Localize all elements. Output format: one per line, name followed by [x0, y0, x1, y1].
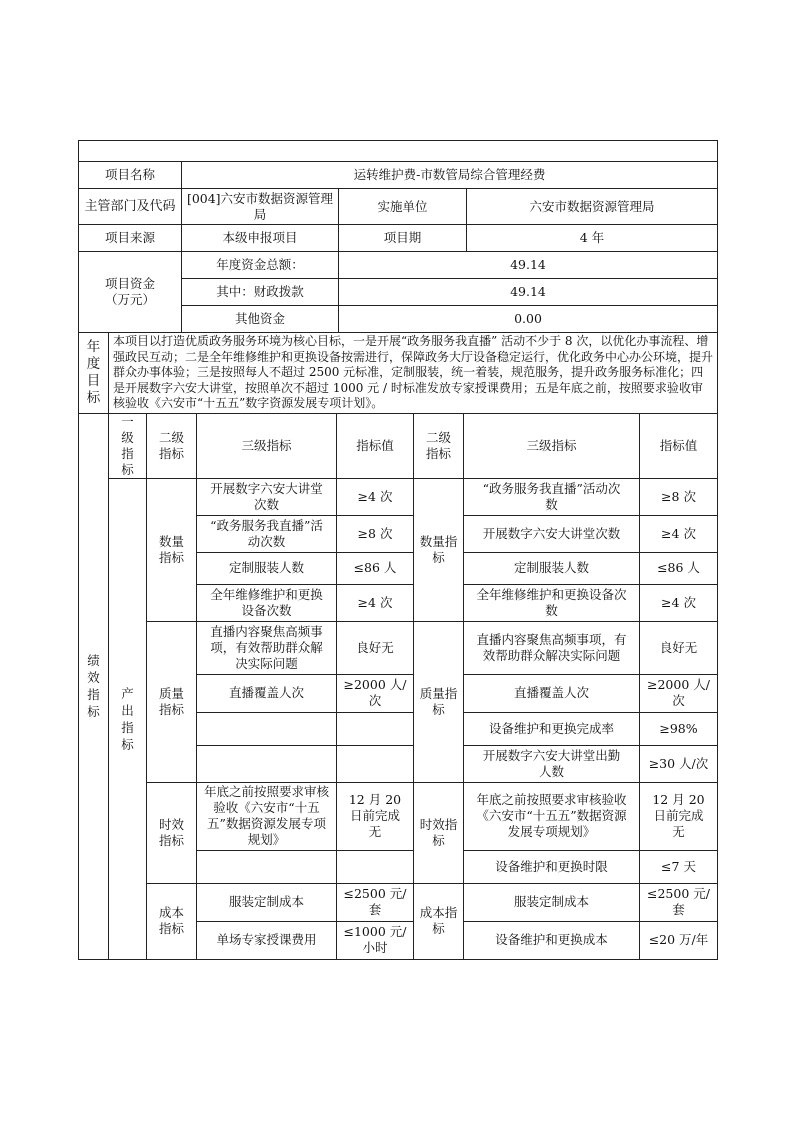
right-quality-1-value: 良好无 — [640, 621, 718, 674]
project-name-label: 项目名称 — [79, 162, 182, 189]
right-time-1-name: 年底之前按照要求审核验收《六安市“十五五”数据资源发展专项规划》 — [464, 782, 640, 850]
left-quality-2-value: ≥2000 人/次 — [337, 674, 414, 712]
left-qty-2-value: ≥8 次 — [337, 515, 414, 552]
fund-total-value: 49.14 — [339, 252, 718, 279]
header-l3-left: 三级指标 — [197, 413, 337, 478]
right-qty-2-value: ≥4 次 — [640, 515, 718, 552]
left-quality-3-empty — [197, 712, 337, 745]
source-row — [79, 225, 718, 252]
title-row — [79, 141, 718, 162]
right-quality-4-value: ≥30 人/次 — [640, 745, 718, 782]
right-qty-4-value: ≥4 次 — [640, 584, 718, 621]
fund-other-label: 其他资金 — [182, 306, 339, 333]
header-l2-right: 二级指标 — [414, 413, 464, 478]
left-quality-1-value: 良好无 — [337, 621, 414, 674]
header-l3-right: 三级指标 — [464, 413, 640, 478]
goal-table — [78, 332, 718, 414]
left-quality-1-name: 直播内容聚焦高频事项，有效帮助群众解决实际问题 — [197, 621, 337, 674]
right-time-2-value: ≤7 天 — [640, 850, 718, 883]
left-qty-3-name: 定制服装人数 — [197, 552, 337, 584]
right-cost-1-name: 服装定制成本 — [464, 883, 640, 921]
right-cost-2-value: ≤20 万/年 — [640, 921, 718, 959]
cost-label-left: 成本指标 — [147, 883, 197, 959]
dept-value: [004]六安市数据资源管理局 — [182, 189, 339, 225]
table-row — [79, 621, 718, 674]
form-sheet — [78, 140, 718, 960]
header-value-right: 指标值 — [640, 413, 718, 478]
fund-table — [78, 251, 718, 333]
project-name-row — [79, 162, 718, 189]
fund-other-value: 0.00 — [339, 306, 718, 333]
qty-label-right: 数量指标 — [414, 478, 464, 621]
right-quality-4-name: 开展数字六安大讲堂出勤人数 — [464, 745, 640, 782]
left-cost-1-name: 服装定制成本 — [197, 883, 337, 921]
quality-label-right: 质量指标 — [414, 621, 464, 782]
goal-label: 年度目标 — [79, 333, 109, 414]
goal-text: 本项目以打造优质政务服务环境为核心目标，一是开展“政务服务我直播” 活动不少于 8 次，以优化办事流程、增强政民互动；二是全年维修维护和更换设备按需进行，保障政务大厅设备稳定运行，优化政务中心办公环境，提升群众办事体验；三是按照每人不超过 2500 元标准，定制服装，统一着装，规范服务，提升政务服务标准化；四是开展数字六安大讲堂，按照单次不超过 1000 元 / 时标准发放专家授课费用；五是年底之前，按照要求验收审核验收《六安市“十五五”数字资源发展专项计划》。 — [109, 333, 718, 414]
right-qty-2-name: 开展数字六安大讲堂次数 — [464, 515, 640, 552]
left-time-1-value: 12 月 20 日前完成无 — [337, 782, 414, 850]
qty-label-left: 数量指标 — [147, 478, 197, 621]
right-qty-1-name: “政务服务我直播”活动次数 — [464, 478, 640, 515]
table-title-cell — [79, 141, 718, 162]
fund-total-row — [79, 252, 718, 279]
fund-fiscal-label: 其中：财政拨款 — [182, 279, 339, 306]
left-qty-3-value: ≤86 人 — [337, 552, 414, 584]
dept-label: 主管部门及代码 — [79, 189, 182, 225]
right-quality-2-name: 直播覆盖人次 — [464, 674, 640, 712]
left-qty-2-name: “政务服务我直播”活动次数 — [197, 515, 337, 552]
table-row — [79, 782, 718, 850]
right-qty-3-name: 定制服装人数 — [464, 552, 640, 584]
performance-table — [78, 413, 718, 960]
left-cost-1-value: ≤2500 元/套 — [337, 883, 414, 921]
fund-fiscal-value: 49.14 — [339, 279, 718, 306]
period-label: 项目期 — [339, 225, 467, 252]
right-quality-3-value: ≥98% — [640, 712, 718, 745]
right-quality-2-value: ≥2000 人/次 — [640, 674, 718, 712]
impl-label: 实施单位 — [339, 189, 467, 225]
time-label-left: 时效指标 — [147, 782, 197, 883]
fund-label: 项目资金（万元） — [79, 252, 182, 333]
header-l2-left: 二级指标 — [147, 413, 197, 478]
right-quality-3-name: 设备维护和更换完成率 — [464, 712, 640, 745]
left-time-1-name: 年底之前按照要求审核验收《六安市“十五五”数据资源发展专项规划》 — [197, 782, 337, 850]
quality-label-left: 质量指标 — [147, 621, 197, 782]
perf-label: 绩效指标 — [79, 413, 109, 959]
perf-header-row — [79, 413, 718, 478]
right-cost-1-value: ≤2500 元/套 — [640, 883, 718, 921]
header-l1: 一级指标 — [109, 413, 147, 478]
source-value: 本级申报项目 — [182, 225, 339, 252]
period-value: 4 年 — [467, 225, 718, 252]
goal-row — [79, 333, 718, 414]
right-qty-4-name: 全年维修维护和更换设备次数 — [464, 584, 640, 621]
left-qty-1-name: 开展数字六安大讲堂次数 — [197, 478, 337, 515]
project-info-table — [78, 140, 718, 252]
right-time-2-name: 设备维护和更换时限 — [464, 850, 640, 883]
header-value-left: 指标值 — [337, 413, 414, 478]
source-label: 项目来源 — [79, 225, 182, 252]
right-cost-2-name: 设备维护和更换成本 — [464, 921, 640, 959]
left-qty-4-name: 全年维修维护和更换设备次数 — [197, 584, 337, 621]
project-name-value: 运转维护费-市数管局综合管理经费 — [182, 162, 718, 189]
right-time-1-value: 12 月 20 日前完成无 — [640, 782, 718, 850]
right-qty-3-value: ≤86 人 — [640, 552, 718, 584]
left-quality-4-value-empty — [337, 745, 414, 782]
output-label: 产出指标 — [109, 478, 147, 959]
left-qty-1-value: ≥4 次 — [337, 478, 414, 515]
cost-label-right: 成本指标 — [414, 883, 464, 959]
table-row — [79, 883, 718, 921]
impl-value: 六安市数据资源管理局 — [467, 189, 718, 225]
left-qty-4-value: ≥4 次 — [337, 584, 414, 621]
fund-total-label: 年度资金总额： — [182, 252, 339, 279]
left-quality-2-name: 直播覆盖人次 — [197, 674, 337, 712]
left-quality-4-empty — [197, 745, 337, 782]
left-cost-2-value: ≤1000 元/小时 — [337, 921, 414, 959]
left-cost-2-name: 单场专家授课费用 — [197, 921, 337, 959]
dept-row — [79, 189, 718, 225]
right-qty-1-value: ≥8 次 — [640, 478, 718, 515]
table-row — [79, 478, 718, 515]
time-label-right: 时效指标 — [414, 782, 464, 883]
left-quality-3-value-empty — [337, 712, 414, 745]
right-quality-1-name: 直播内容聚焦高频事项，有效帮助群众解决实际问题 — [464, 621, 640, 674]
left-time-2-value-empty — [337, 850, 414, 883]
left-time-2-empty — [197, 850, 337, 883]
